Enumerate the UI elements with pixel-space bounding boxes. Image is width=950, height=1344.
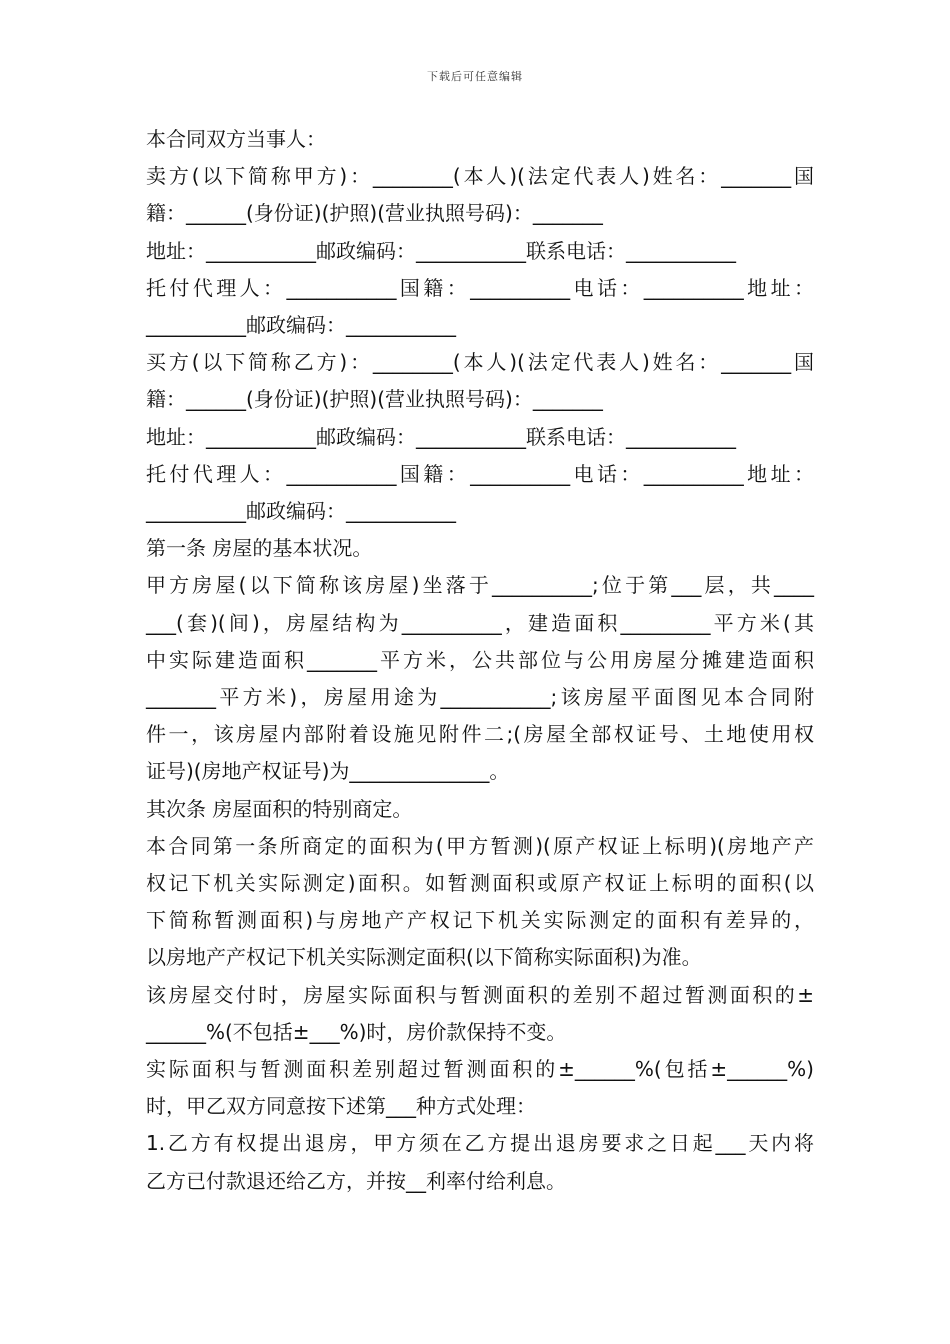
text-line: ______%(不包括±___%)时，房价款保持不变。 — [146, 1019, 567, 1044]
text-line: 地址：___________邮政编码：___________联系电话：___________ — [146, 424, 736, 449]
text-line: 甲方房屋(以下简称该房屋)坐落于__________;位于第___层，共____ — [146, 573, 814, 598]
text-line: 件一，该房屋内部附着设施见附件二;(房屋全部权证号、土地使用权 — [146, 722, 814, 747]
text-line: 买方(以下简称乙方)：________(本人)(法定代表人)姓名：_______国 — [146, 350, 814, 375]
text-line: __________邮政编码：___________ — [146, 499, 456, 524]
text-line: 以房地产产权记下机关实际测定面积(以下简称实际面积)为准。 — [146, 945, 702, 970]
text-line: ___(套)(间)，房屋结构为__________，建造面积_________平方米(其 — [146, 610, 814, 635]
text-line: 中实际建造面积_______平方米，公共部位与公用房屋分摊建造面积 — [146, 647, 814, 672]
section-heading: 其次条 房屋面积的特别商定。 — [146, 796, 413, 821]
text-line: _______平方米)，房屋用途为___________;该房屋平面图见本合同附 — [146, 685, 814, 710]
text-line: 乙方已付款退还给乙方，并按__利率付给利息。 — [146, 1168, 566, 1193]
text-line: 该房屋交付时，房屋实际面积与暂测面积的差别不超过暂测面积的± — [146, 982, 814, 1007]
section-heading: 第一条 房屋的基本状况。 — [146, 536, 373, 561]
text-line: 托付代理人：___________国籍：__________电话：__________地址： — [146, 275, 814, 300]
text-line: 籍：______(身份证)(护照)(营业执照号码)：_______ — [146, 387, 603, 412]
text-line: 时，甲乙双方同意按下述第___种方式处理： — [146, 1094, 536, 1119]
contract-body — [146, 121, 814, 1200]
text-line: 卖方(以下简称甲方)：________(本人)(法定代表人)姓名：_______国 — [146, 164, 814, 189]
text-line: 地址：___________邮政编码：___________联系电话：___________ — [146, 238, 736, 263]
text-line: 证号)(房地产权证号)为______________。 — [146, 759, 510, 784]
text-line: 实际面积与暂测面积差别超过暂测面积的±______%(包括±______%) — [146, 1057, 814, 1082]
text-line: 籍：______(身份证)(护照)(营业执照号码)：_______ — [146, 201, 603, 226]
text-line: 本合同第一条所商定的面积为(甲方暂测)(原产权证上标明)(房地产产 — [146, 833, 814, 858]
text-line: 下简称暂测面积)与房地产产权记下机关实际测定的面积有差异的， — [146, 908, 814, 933]
text-line: 托付代理人：___________国籍：__________电话：__________地址： — [146, 461, 814, 486]
text-line: __________邮政编码：___________ — [146, 313, 456, 338]
text-line: 1.乙方有权提出退房，甲方须在乙方提出退房要求之日起___天内将 — [146, 1131, 814, 1156]
text-line: 权记下机关实际测定)面积。如暂测面积或原产权证上标明的面积(以 — [146, 871, 814, 896]
text-line: 本合同双方当事人： — [146, 127, 326, 151]
header-note: 下载后可任意编辑 — [427, 70, 523, 83]
